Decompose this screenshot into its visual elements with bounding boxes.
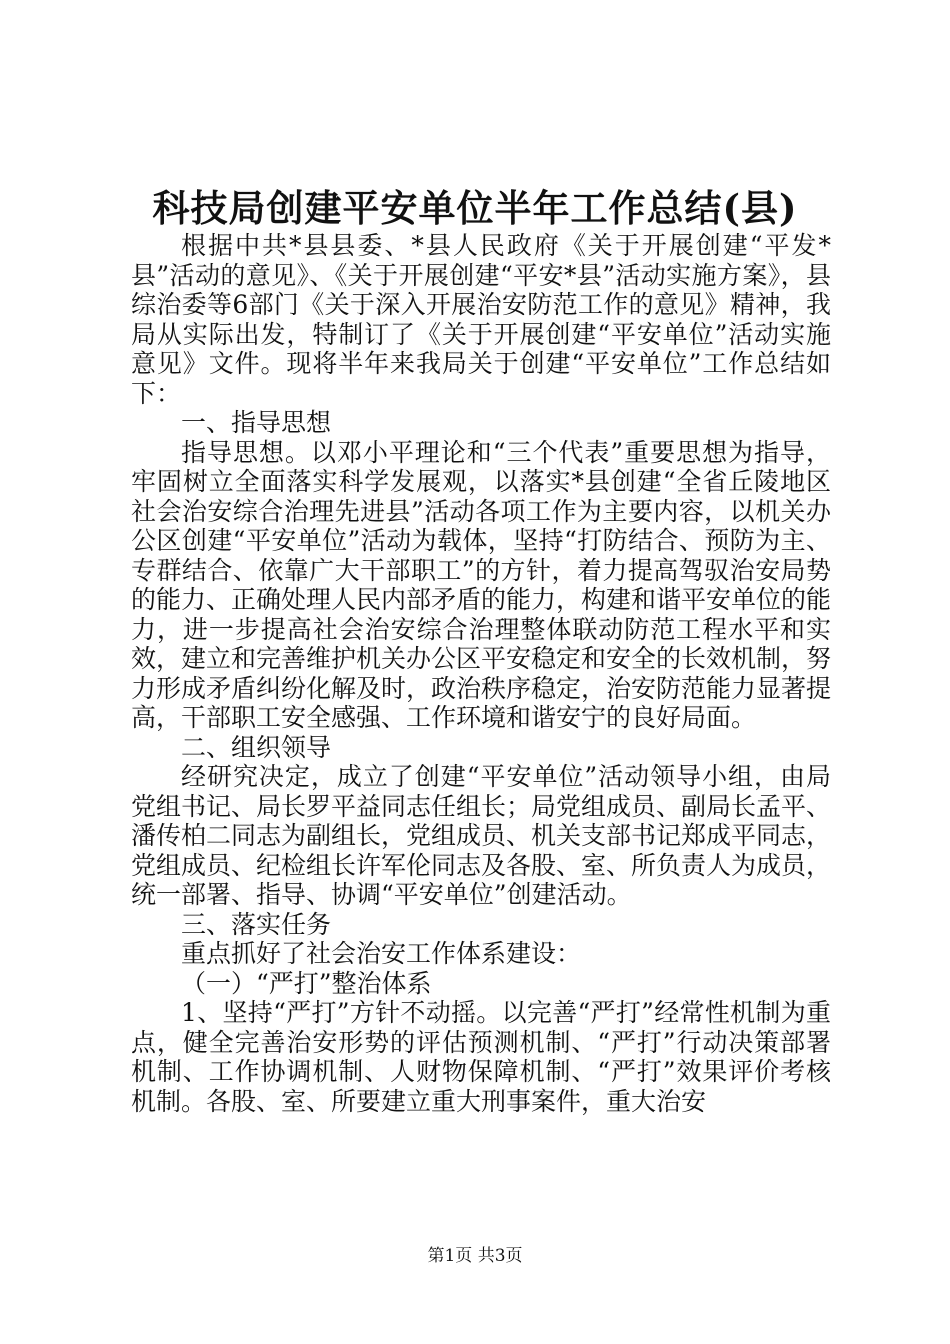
paragraph-tasks-intro: 重点抓好了社会治安工作体系建设： <box>181 939 582 968</box>
subsection-heading-strike-hard: （一）“严打”整治体系 <box>181 968 432 998</box>
paragraph-strike-hard-1: 1、坚持“严打”方针不动摇。以完善“严打”经常性机制为重点，健全完善治安形势的评估预测机制、“严打”行动决策部署机制、工作协调机制、人财物保障机制、“严打”效果评价考核机制。各股、室、所要建立重大刑事案件，重大治安 <box>131 998 831 1116</box>
document-title: 科技局创建平安单位半年工作总结(县) <box>152 186 798 230</box>
page-number: 第1页 共3页 <box>427 1246 523 1266</box>
section-heading-organization: 二、组织领导 <box>181 732 332 762</box>
paragraph-organization: 经研究决定，成立了创建“平安单位”活动领导小组，由局党组书记、局长罗平益同志任组长；局党组成员、副局长孟平、潘传柏二同志为副组长，党组成员、机关支部书记郑成平同志，党组成员、纪检组长许军伦同志及各股、室、所负责人为成员，统一部署、指导、协调“平安单位”创建活动。 <box>131 762 832 909</box>
paragraph-guiding-thought: 指导思想。以邓小平理论和“三个代表”重要思想为指导，牢固树立全面落实科学发展观，以落实*县创建“全省丘陵地区社会治安综合治理先进县”活动各项工作为主要内容，以机关办公区创建“平安单位”活动为载体，坚持“打防结合、预防为主、专群结合、依靠广大干部职工”的方针，着力提高驾驭治安局势的能力、正确处理人民内部矛盾的能力，构建和谐平安单位的能力，进一步提高社会治安综合治理整体联动防范工程水平和实效，建立和完善维护机关办公区平安稳定和安全的长效机制，努力形成矛盾纠纷化解及时，政治秩序稳定，治安防范能力显著提高，干部职工安全感强、工作环境和谐安宁的良好局面。 <box>131 437 832 732</box>
paragraph-intro: 根据中共*县县委、*县人民政府《关于开展创建“平发*县”活动的意见》、《关于开展创建“平安*县”活动实施方案》，县综治委等6部门《关于深入开展治安防范工作的意见》精神，我局从实际出发，特制订了《关于开展创建“平安单位”活动实施意见》文件。现将半年来我局关于创建“平安单位”工作总结如下： <box>131 231 831 408</box>
section-heading-guiding-thought: 一、指导思想 <box>181 408 332 437</box>
document-body <box>131 231 831 1116</box>
section-heading-tasks: 三、落实任务 <box>181 909 332 939</box>
